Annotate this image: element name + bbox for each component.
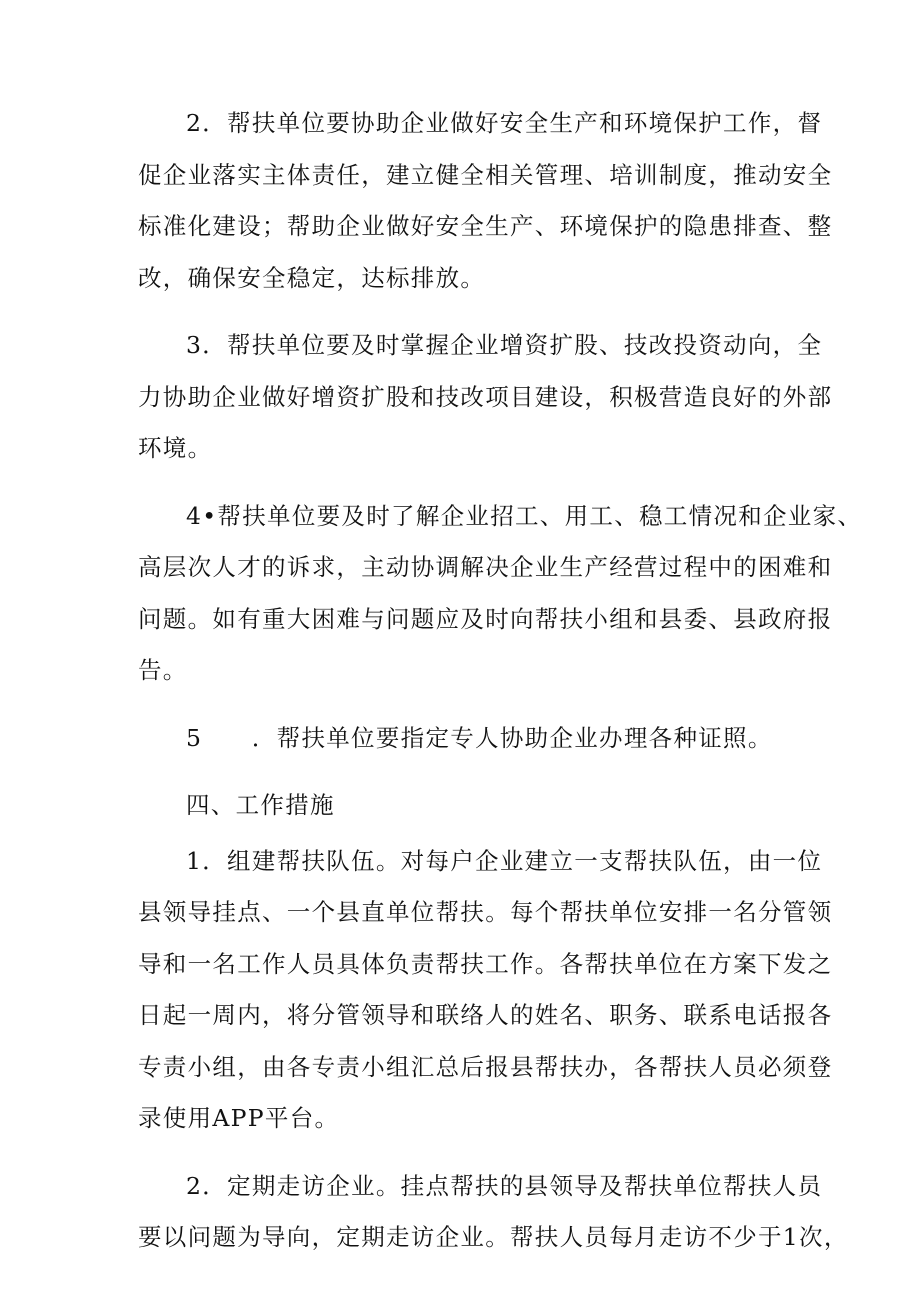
text-line: 日起一周内，将分管领导和联络人的姓名、职务、联系电话报各 (138, 1001, 833, 1029)
text-line: 专责小组，由各专责小组汇总后报县帮扶办，各帮扶人员必须登 (138, 1052, 833, 1081)
text-line: 要以问题为导向，定期走访企业。帮扶人员每月走访不少于1次， (138, 1223, 849, 1251)
text-line: 导和一名工作人员具体负责帮扶工作。各帮扶单位在方案下发之 (138, 949, 833, 978)
text-line: 改，确保安全稳定，达标排放。 (138, 263, 486, 292)
paragraph-2-visits (138, 1161, 849, 1264)
paragraph-2-safety (138, 98, 833, 304)
paragraph-1-team (138, 836, 833, 1145)
text-line: 促企业落实主体责任，建立健全相关管理、培训制度，推动安全 (138, 160, 833, 189)
text-line: 高层次人才的诉求，主动协调解决企业生产经营过程中的困难和 (138, 553, 833, 581)
text-line: 县领导挂点、一个县直单位帮扶。每个帮扶单位安排一名分管领 (138, 898, 833, 926)
text-line: 2．帮扶单位要协助企业做好安全生产和环境保护工作，督 (186, 109, 823, 137)
section-heading: 四、工作措施 (186, 791, 335, 819)
text-line: 力协助企业做好增资扩股和技改项目建设，积极营造良好的外部 (138, 382, 833, 411)
document-body (138, 98, 863, 1280)
section-heading-work-measures (138, 780, 786, 832)
text-line: 告。 (138, 656, 188, 684)
paragraph-3-investment (138, 320, 833, 475)
text-line: 1．组建帮扶队伍。对每户企业建立一支帮扶队伍，由一位 (186, 846, 823, 875)
text-line: 问题。如有重大困难与问题应及时向帮扶小组和县委、县政府报 (138, 604, 833, 633)
paragraph-5-licenses (138, 713, 786, 765)
text-line: 5 ．帮扶单位要指定专人协助企业办理各种证照。 (186, 723, 773, 752)
text-line: 环境。 (138, 434, 213, 462)
text-line: 2．定期走访企业。挂点帮扶的县领导及帮扶单位帮扶人员 (186, 1171, 823, 1200)
text-line: 3．帮扶单位要及时掌握企业增资扩股、技改投资动向，全 (186, 331, 823, 359)
text-line: 录使用APP平台。 (138, 1104, 340, 1132)
text-line: 标准化建设；帮助企业做好安全生产、环境保护的隐患排查、整 (138, 212, 833, 240)
text-line: 4•帮扶单位要及时了解企业招工、用工、稳工情况和企业家、 (186, 501, 863, 530)
paragraph-4-employment (138, 491, 863, 697)
